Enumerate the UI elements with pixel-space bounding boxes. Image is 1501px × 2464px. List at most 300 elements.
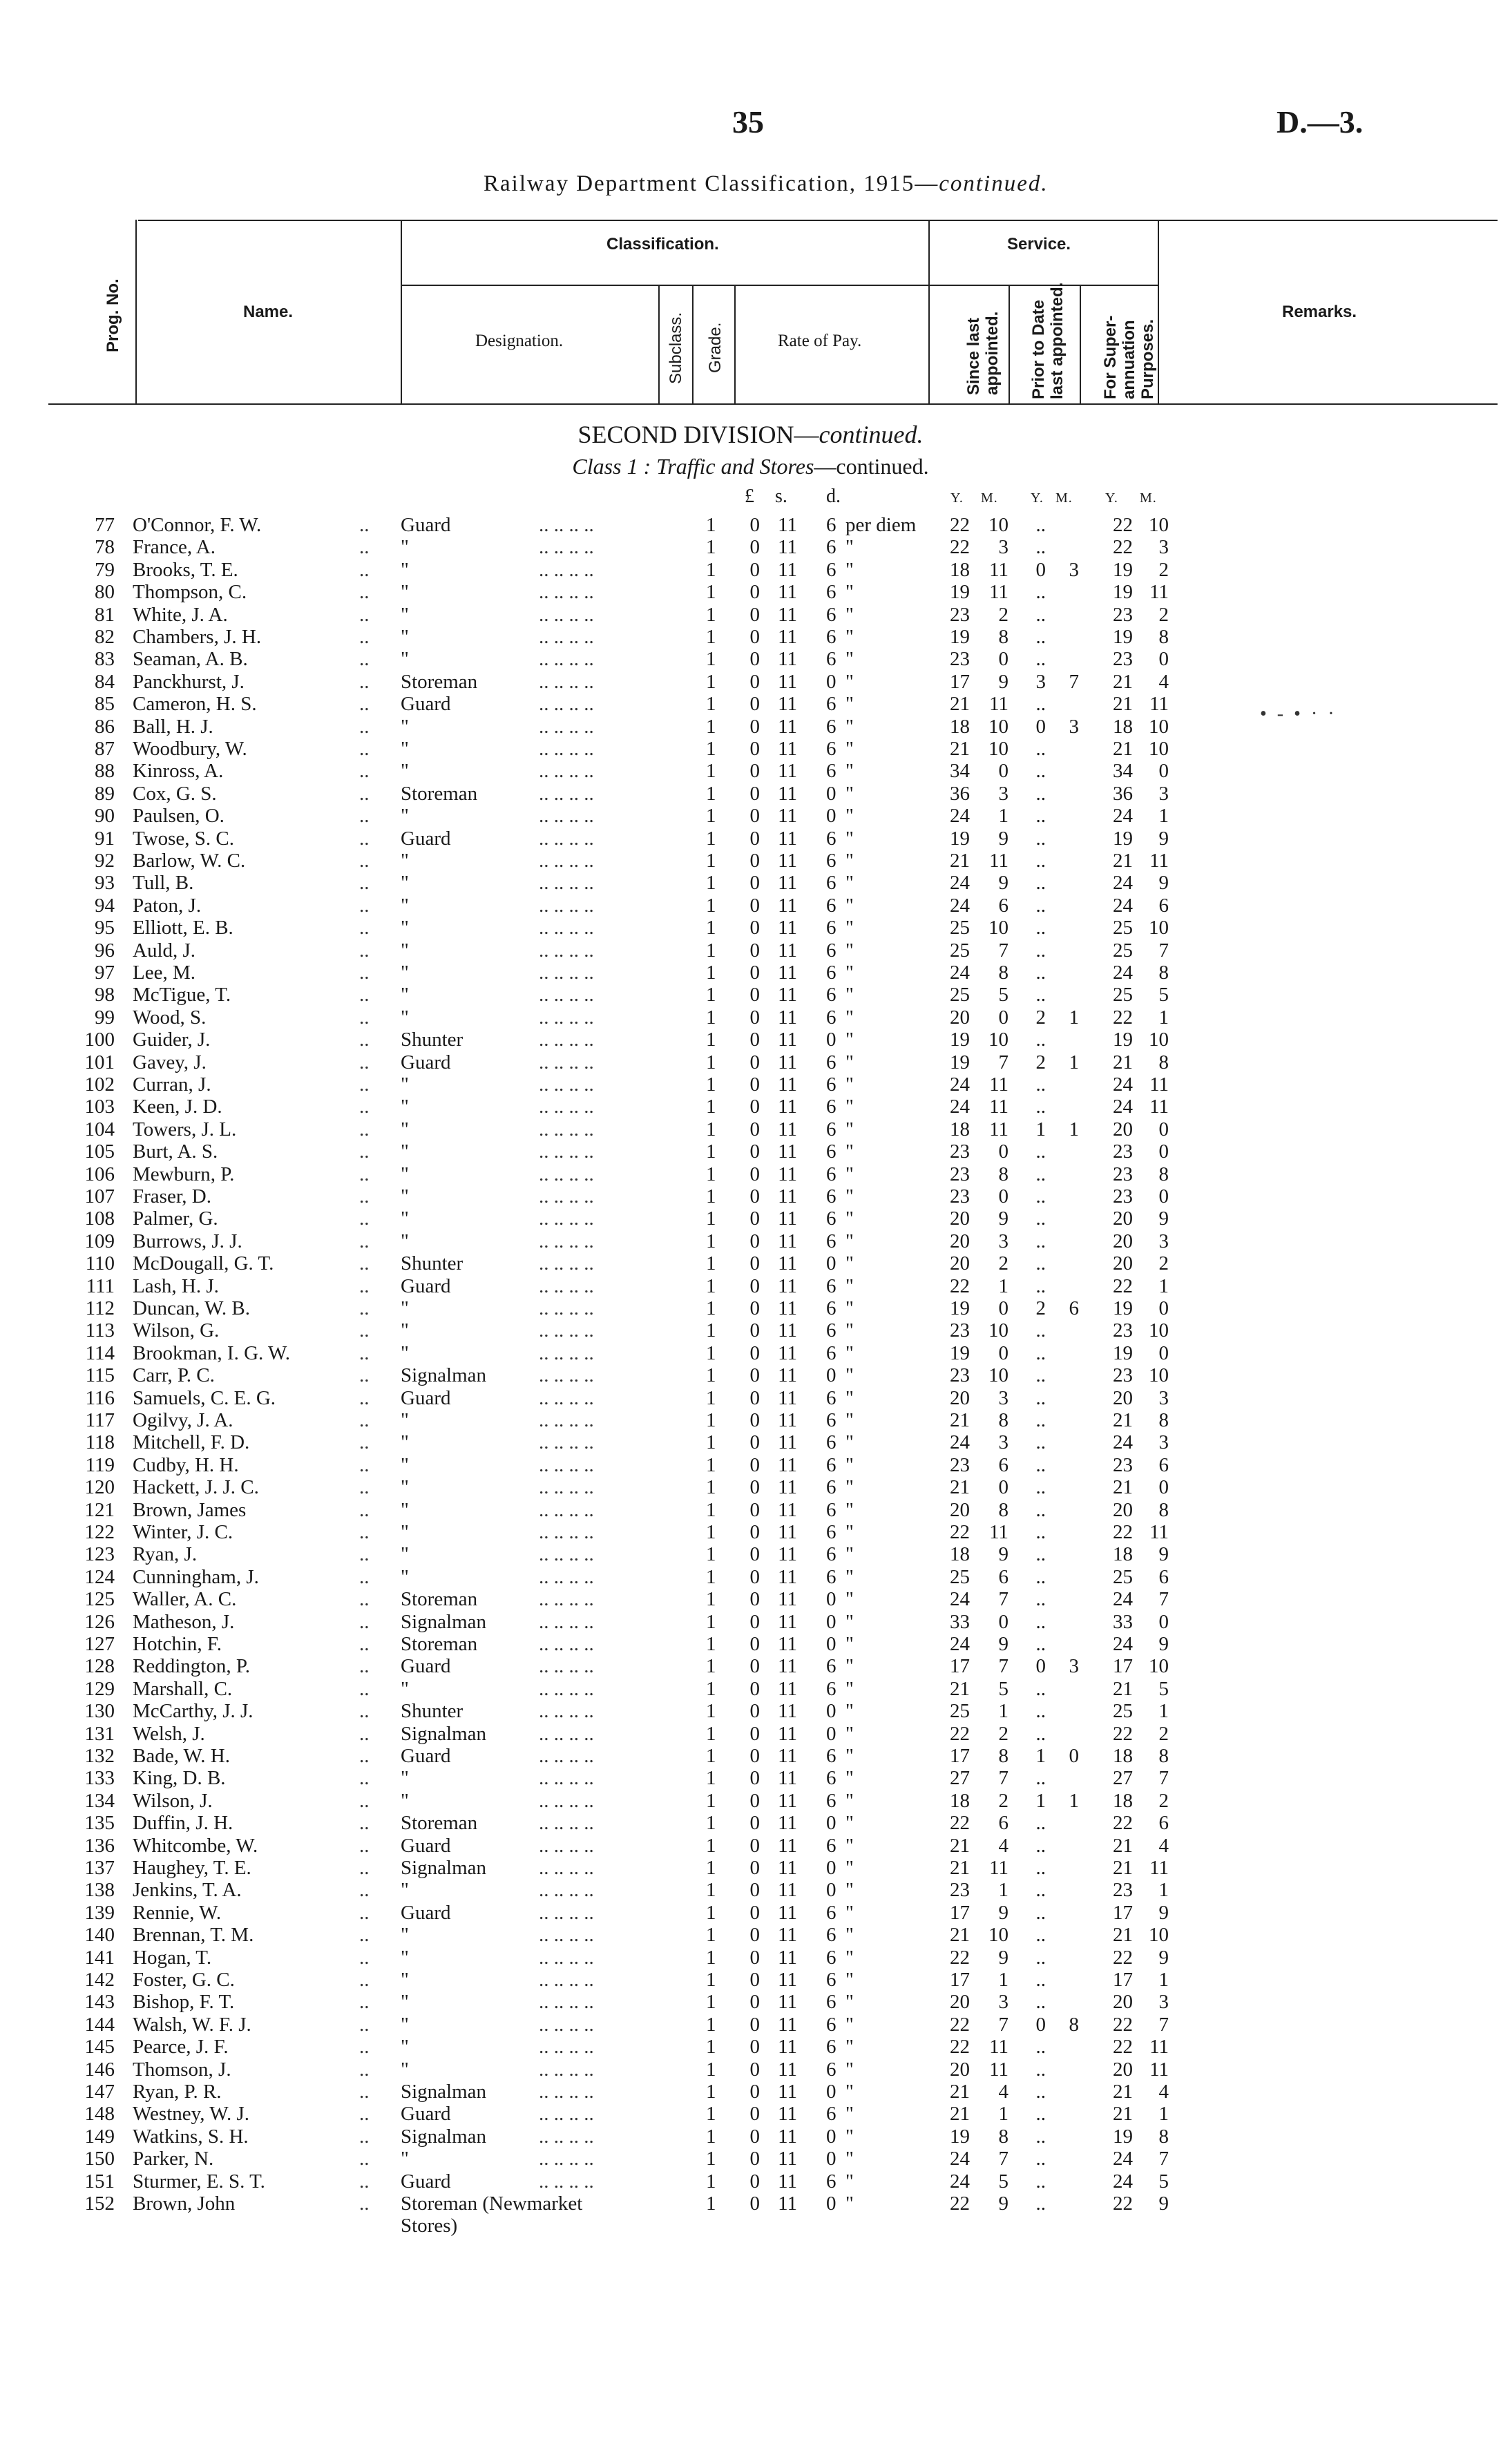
- cell-subclass: 1: [706, 1274, 716, 1297]
- cell-name: Lee, M.: [133, 962, 195, 984]
- cell-subclass: 1: [706, 917, 716, 939]
- cell-pay-period: ": [845, 1991, 854, 2014]
- leader-dots: .. .. .. ..: [539, 872, 594, 895]
- cell-superannuation-months: 0: [1158, 1140, 1169, 1163]
- leader-dots: .. .. .. ..: [539, 1006, 594, 1029]
- leader-dots: ..: [359, 626, 370, 648]
- cell-prior-years: ..: [1035, 984, 1046, 1006]
- cell-subclass: 1: [706, 1252, 716, 1275]
- leader-dots: .. .. .. ..: [539, 1700, 594, 1723]
- cell-pay-pounds: 0: [749, 715, 760, 738]
- leader-dots: .. .. .. ..: [539, 558, 594, 581]
- cell-since-last-years: 21: [950, 1857, 970, 1879]
- cell-designation: ": [401, 1431, 409, 1454]
- cell-superannuation-years: 23: [1113, 648, 1133, 671]
- cell-pay-pounds: 0: [749, 1185, 760, 1207]
- cell-pay-period: ": [845, 626, 854, 648]
- leader-dots: .. .. .. ..: [539, 1476, 594, 1499]
- cell-pay-pence: 6: [826, 1163, 836, 1185]
- cell-pay-pounds: 0: [749, 1364, 760, 1387]
- header-prior-to-date: [1029, 282, 1067, 399]
- cell-superannuation-years: 19: [1113, 1029, 1133, 1051]
- table-row: [0, 648, 1501, 670]
- cell-pay-pence: 6: [826, 2036, 836, 2059]
- cell-pay-period: ": [845, 1051, 854, 1073]
- cell-pay-period: ": [845, 2125, 854, 2148]
- cell-designation: ": [401, 581, 409, 604]
- cell-superannuation-years: 22: [1113, 514, 1133, 536]
- cell-since-last-years: 22: [950, 1946, 970, 1969]
- cell-since-last-years: 22: [950, 1722, 970, 1745]
- cell-pay-pounds: 0: [749, 1610, 760, 1633]
- cell-superannuation-years: 17: [1113, 1969, 1133, 1991]
- cell-pay-pounds: 0: [749, 626, 760, 648]
- cell-pay-pence: 6: [826, 558, 836, 581]
- cell-since-last-years: 22: [950, 2013, 970, 2036]
- cell-prior-years: ..: [1035, 1140, 1046, 1163]
- cell-pay-pounds: 0: [749, 693, 760, 716]
- cell-since-last-years: 22: [950, 1274, 970, 1297]
- cell-pay-period: ": [845, 1297, 854, 1319]
- table-row: [0, 1767, 1501, 1789]
- cell-pay-pounds: 0: [749, 648, 760, 671]
- cell-designation: Guard: [401, 2170, 451, 2193]
- leader-dots: ..: [359, 782, 370, 805]
- leader-dots: ..: [359, 2081, 370, 2103]
- cell-subclass: 1: [706, 1745, 716, 1767]
- cell-designation: Storeman: [401, 1633, 478, 1655]
- cell-pay-shillings: 11: [778, 1431, 797, 1454]
- cell-pay-shillings: 11: [778, 1924, 797, 1947]
- cell-name: Thomson, J.: [133, 2058, 231, 2081]
- leader-dots: ..: [359, 2036, 370, 2059]
- cell-pay-pence: 6: [826, 581, 836, 604]
- cell-superannuation-years: 20: [1113, 1991, 1133, 2014]
- cell-superannuation-years: 23: [1113, 1453, 1133, 1476]
- cell-name: Gavey, J.: [133, 1051, 207, 1073]
- cell-prog-no: 139: [84, 1901, 115, 1924]
- cell-superannuation-years: 19: [1113, 827, 1133, 850]
- cell-superannuation-years: 23: [1113, 1319, 1133, 1342]
- cell-superannuation-months: 0: [1158, 1341, 1169, 1364]
- cell-superannuation-years: 23: [1113, 1140, 1133, 1163]
- cell-prior-years: ..: [1035, 1096, 1046, 1118]
- table-row: [0, 671, 1501, 693]
- cell-since-last-months: 10: [988, 1364, 1008, 1387]
- leader-dots: ..: [359, 1767, 370, 1790]
- cell-since-last-years: 19: [950, 827, 970, 850]
- cell-designation: ": [401, 872, 409, 895]
- cell-since-last-months: 8: [998, 1745, 1008, 1767]
- cell-prior-years: ..: [1035, 648, 1046, 671]
- unit-years-prior: Y.: [1031, 490, 1044, 506]
- cell-pay-pence: 6: [826, 1789, 836, 1812]
- rule-after-rate: [928, 220, 930, 403]
- cell-pay-pence: 6: [826, 648, 836, 671]
- table-row: [0, 1118, 1501, 1140]
- cell-pay-period: ": [845, 1946, 854, 1969]
- cell-since-last-months: 1: [998, 805, 1008, 828]
- cell-name: Paton, J.: [133, 894, 202, 917]
- cell-superannuation-months: 7: [1158, 2148, 1169, 2170]
- cell-name: Cox, G. S.: [133, 782, 217, 805]
- cell-superannuation-years: 20: [1113, 1230, 1133, 1252]
- cell-name: Palmer, G.: [133, 1207, 218, 1230]
- cell-pay-shillings: 11: [778, 1812, 797, 1835]
- table-row: [0, 1879, 1501, 1901]
- cell-since-last-years: 22: [950, 1521, 970, 1543]
- table-row: [0, 2170, 1501, 2193]
- cell-superannuation-months: 0: [1158, 648, 1169, 671]
- leader-dots: .. .. .. ..: [539, 1498, 594, 1521]
- leader-dots: .. .. .. ..: [539, 1924, 594, 1947]
- cell-subclass: 1: [706, 827, 716, 850]
- leader-dots: ..: [359, 1857, 370, 1879]
- cell-designation: ": [401, 1946, 409, 1969]
- cell-prior-years: ..: [1035, 1633, 1046, 1655]
- cell-since-last-months: 2: [998, 1252, 1008, 1275]
- leader-dots: ..: [359, 1946, 370, 1969]
- header-grade: Grade.: [706, 322, 725, 373]
- cell-pay-period: ": [845, 2193, 854, 2215]
- leader-dots: .. .. .. ..: [539, 1096, 594, 1118]
- table-row: [0, 1342, 1501, 1364]
- cell-since-last-years: 25: [950, 1700, 970, 1723]
- leader-dots: ..: [359, 1207, 370, 1230]
- cell-subclass: 1: [706, 1185, 716, 1207]
- cell-prior-years: ..: [1035, 1812, 1046, 1835]
- cell-prog-no: 90: [95, 805, 115, 828]
- cell-pay-pence: 6: [826, 760, 836, 783]
- cell-superannuation-years: 20: [1113, 1207, 1133, 1230]
- leader-dots: ..: [359, 558, 370, 581]
- cell-prior-years: 1: [1035, 1789, 1046, 1812]
- cell-name: Brookman, I. G. W.: [133, 1341, 290, 1364]
- cell-superannuation-years: 33: [1113, 1610, 1133, 1633]
- cell-since-last-years: 23: [950, 1319, 970, 1342]
- unit-months-since-last: M.: [981, 490, 998, 506]
- leader-dots: .. .. .. ..: [539, 1297, 594, 1319]
- cell-subclass: 1: [706, 1297, 716, 1319]
- cell-pay-pounds: 0: [749, 1431, 760, 1454]
- cell-pay-pounds: 0: [749, 670, 760, 693]
- last-row-note: Stores): [401, 2215, 458, 2237]
- cell-designation: ": [401, 1096, 409, 1118]
- cell-pay-pence: 6: [826, 2058, 836, 2081]
- cell-pay-period: ": [845, 1163, 854, 1185]
- cell-superannuation-months: 6: [1158, 1565, 1169, 1588]
- cell-pay-period: ": [845, 1700, 854, 1723]
- cell-designation: ": [401, 1453, 409, 1476]
- cell-pay-pence: 6: [826, 1431, 836, 1454]
- cell-prior-years: ..: [1035, 1341, 1046, 1364]
- cell-pay-pence: 6: [826, 1230, 836, 1252]
- cell-pay-period: ": [845, 1610, 854, 1633]
- cell-prog-no: 136: [84, 1834, 115, 1857]
- cell-superannuation-years: 18: [1113, 1745, 1133, 1767]
- cell-pay-period: ": [845, 670, 854, 693]
- cell-subclass: 1: [706, 738, 716, 760]
- cell-since-last-years: 24: [950, 1096, 970, 1118]
- cell-since-last-months: 9: [998, 1207, 1008, 1230]
- cell-since-last-months: 7: [998, 1767, 1008, 1790]
- table-row: [0, 1499, 1501, 1521]
- leader-dots: ..: [359, 581, 370, 604]
- leader-dots: ..: [359, 603, 370, 626]
- leader-dots: ..: [359, 1543, 370, 1566]
- cell-pay-pence: 6: [826, 1319, 836, 1342]
- class-title-label: Class 1 : Traffic and Stores: [572, 454, 814, 479]
- cell-subclass: 1: [706, 1073, 716, 1096]
- cell-pay-period: ": [845, 1476, 854, 1499]
- cell-pay-shillings: 11: [778, 626, 797, 648]
- leader-dots: ..: [359, 738, 370, 760]
- cell-designation: ": [401, 760, 409, 783]
- class-title-continued: —continued.: [814, 454, 929, 479]
- cell-since-last-months: 11: [989, 581, 1008, 604]
- cell-name: Rennie, W.: [133, 1901, 222, 1924]
- cell-prior-years: 3: [1035, 670, 1046, 693]
- cell-prior-years: 0: [1035, 2013, 1046, 2036]
- cell-pay-shillings: 11: [778, 1476, 797, 1499]
- cell-since-last-months: 1: [998, 1700, 1008, 1723]
- cell-pay-period: ": [845, 2081, 854, 2103]
- cell-prog-no: 141: [84, 1946, 115, 1969]
- cell-superannuation-months: 3: [1158, 536, 1169, 559]
- cell-pay-period: ": [845, 1857, 854, 1879]
- cell-designation: Signalman: [401, 1364, 487, 1387]
- cell-prior-months: 1: [1069, 1051, 1079, 1073]
- cell-prior-years: ..: [1035, 626, 1046, 648]
- cell-name: Paulsen, O.: [133, 805, 224, 828]
- cell-pay-pounds: 0: [749, 872, 760, 895]
- cell-prior-years: ..: [1035, 2193, 1046, 2215]
- cell-pay-shillings: 11: [778, 1543, 797, 1566]
- cell-pay-pence: 6: [826, 984, 836, 1006]
- cell-prog-no: 138: [84, 1879, 115, 1902]
- cell-pay-pence: 6: [826, 2013, 836, 2036]
- cell-since-last-years: 20: [950, 1207, 970, 1230]
- cell-pay-period: ": [845, 805, 854, 828]
- cell-prog-no: 123: [84, 1543, 115, 1566]
- header-prog-no: Prog. No.: [104, 278, 122, 352]
- cell-pay-period: ": [845, 581, 854, 604]
- rule-after-grade: [734, 285, 736, 403]
- cell-pay-period: ": [845, 536, 854, 559]
- cell-superannuation-months: 2: [1158, 603, 1169, 626]
- cell-pay-pounds: 0: [749, 1029, 760, 1051]
- cell-prog-no: 104: [84, 1118, 115, 1140]
- cell-designation: Signalman: [401, 1722, 487, 1745]
- cell-pay-period: ": [845, 1722, 854, 1745]
- cell-prior-years: ..: [1035, 1543, 1046, 1566]
- cell-subclass: 1: [706, 1543, 716, 1566]
- cell-pay-pounds: 0: [749, 2170, 760, 2193]
- page-number: 35: [732, 104, 764, 140]
- cell-since-last-months: 4: [998, 2081, 1008, 2103]
- cell-prior-years: ..: [1035, 872, 1046, 895]
- cell-since-last-months: 3: [998, 1230, 1008, 1252]
- cell-superannuation-months: 3: [1158, 1431, 1169, 1454]
- cell-pay-period: ": [845, 1341, 854, 1364]
- cell-pay-shillings: 11: [778, 558, 797, 581]
- leader-dots: .. .. .. ..: [539, 1588, 594, 1611]
- cell-pay-shillings: 11: [778, 1029, 797, 1051]
- cell-pay-shillings: 11: [778, 1297, 797, 1319]
- cell-prog-no: 81: [95, 603, 115, 626]
- cell-name: Ryan, J.: [133, 1543, 198, 1566]
- cell-since-last-months: 7: [998, 2013, 1008, 2036]
- cell-pay-period: ": [845, 1745, 854, 1767]
- cell-name: Burt, A. S.: [133, 1140, 218, 1163]
- cell-prog-no: 120: [84, 1476, 115, 1499]
- cell-pay-shillings: 11: [778, 984, 797, 1006]
- cell-pay-pounds: 0: [749, 1588, 760, 1611]
- cell-superannuation-years: 22: [1113, 1946, 1133, 1969]
- leader-dots: ..: [359, 1610, 370, 1633]
- cell-since-last-years: 19: [950, 2125, 970, 2148]
- document-reference: D.—3.: [1277, 104, 1364, 140]
- cell-pay-pounds: 0: [749, 1319, 760, 1342]
- cell-subclass: 1: [706, 1677, 716, 1700]
- cell-pay-pence: 6: [826, 1118, 836, 1140]
- cell-pay-period: ": [845, 1969, 854, 1991]
- cell-pay-pence: 0: [826, 1879, 836, 1902]
- cell-pay-shillings: 11: [778, 782, 797, 805]
- cell-pay-pounds: 0: [749, 1722, 760, 1745]
- cell-pay-shillings: 11: [778, 1969, 797, 1991]
- cell-prog-no: 78: [95, 536, 115, 559]
- running-title: [484, 171, 1049, 197]
- cell-designation: Shunter: [401, 1700, 463, 1723]
- header-remarks: Remarks.: [1282, 303, 1357, 321]
- leader-dots: ..: [359, 1029, 370, 1051]
- header-top-rule: [138, 220, 1498, 221]
- leader-dots: .. .. .. ..: [539, 760, 594, 783]
- cell-pay-period: ": [845, 1812, 854, 1835]
- cell-subclass: 1: [706, 1319, 716, 1342]
- cell-pay-pence: 6: [826, 1274, 836, 1297]
- rule-after-service: [1158, 220, 1159, 403]
- cell-prior-years: ..: [1035, 782, 1046, 805]
- table-row: [0, 2081, 1501, 2103]
- cell-prog-no: 143: [84, 1991, 115, 2014]
- cell-superannuation-months: 6: [1158, 1812, 1169, 1835]
- cell-prog-no: 95: [95, 917, 115, 939]
- cell-subclass: 1: [706, 1409, 716, 1431]
- cell-designation: ": [401, 558, 409, 581]
- cell-superannuation-months: 0: [1158, 1610, 1169, 1633]
- cell-prior-years: 1: [1035, 1118, 1046, 1140]
- cell-prog-no: 106: [84, 1163, 115, 1185]
- cell-pay-pence: 6: [826, 1521, 836, 1543]
- table-row: [0, 1678, 1501, 1700]
- cell-superannuation-years: 24: [1113, 1588, 1133, 1611]
- cell-since-last-years: 18: [950, 1118, 970, 1140]
- cell-since-last-months: 10: [988, 715, 1008, 738]
- leader-dots: ..: [359, 1677, 370, 1700]
- cell-subclass: 1: [706, 1006, 716, 1029]
- leader-dots: .. .. .. ..: [539, 1409, 594, 1431]
- cell-superannuation-months: 8: [1158, 1498, 1169, 1521]
- cell-superannuation-months: 10: [1149, 715, 1169, 738]
- cell-prior-years: ..: [1035, 1319, 1046, 1342]
- cell-name: Welsh, J.: [133, 1722, 205, 1745]
- leader-dots: ..: [359, 1230, 370, 1252]
- leader-dots: ..: [359, 1096, 370, 1118]
- cell-name: Whitcombe, W.: [133, 1834, 258, 1857]
- cell-prior-months: 1: [1069, 1006, 1079, 1029]
- table-row: [0, 1655, 1501, 1677]
- cell-designation: ": [401, 2148, 409, 2170]
- cell-pay-shillings: 11: [778, 1767, 797, 1790]
- leader-dots: .. .. .. ..: [539, 1901, 594, 1924]
- cell-superannuation-months: 11: [1149, 693, 1169, 716]
- cell-since-last-months: 7: [998, 1051, 1008, 1073]
- cell-pay-shillings: 11: [778, 1364, 797, 1387]
- leader-dots: ..: [359, 1163, 370, 1185]
- cell-since-last-months: 11: [989, 2058, 1008, 2081]
- cell-designation: Guard: [401, 1901, 451, 1924]
- leader-dots: .. .. .. ..: [539, 2103, 594, 2126]
- cell-prior-years: ..: [1035, 1476, 1046, 1499]
- cell-pay-shillings: 11: [778, 1185, 797, 1207]
- table-row: [0, 1163, 1501, 1185]
- cell-prior-years: ..: [1035, 1924, 1046, 1947]
- cell-subclass: 1: [706, 1029, 716, 1051]
- cell-prior-years: ..: [1035, 1969, 1046, 1991]
- cell-prog-no: 147: [84, 2081, 115, 2103]
- cell-pay-period: ": [845, 2058, 854, 2081]
- cell-pay-period: ": [845, 1006, 854, 1029]
- leader-dots: .. .. .. ..: [539, 1789, 594, 1812]
- cell-pay-period: per diem: [845, 514, 917, 536]
- cell-prog-no: 122: [84, 1521, 115, 1543]
- cell-pay-shillings: 11: [778, 1341, 797, 1364]
- cell-pay-pounds: 0: [749, 536, 760, 559]
- leader-dots: ..: [359, 939, 370, 962]
- cell-name: McTigue, T.: [133, 984, 231, 1006]
- header-rate-of-pay: Rate of Pay.: [778, 332, 862, 350]
- table-row: [0, 917, 1501, 939]
- cell-pay-period: ": [845, 939, 854, 962]
- cell-superannuation-months: 9: [1158, 1543, 1169, 1566]
- cell-prog-no: 128: [84, 1655, 115, 1678]
- cell-pay-shillings: 11: [778, 2125, 797, 2148]
- cell-designation: ": [401, 1498, 409, 1521]
- cell-pay-period: ": [845, 1453, 854, 1476]
- cell-superannuation-years: 24: [1113, 805, 1133, 828]
- cell-name: Elliott, E. B.: [133, 917, 233, 939]
- cell-pay-period: ": [845, 648, 854, 671]
- cell-name: Reddington, P.: [133, 1655, 250, 1678]
- cell-pay-shillings: 11: [778, 2013, 797, 2036]
- leader-dots: ..: [359, 1498, 370, 1521]
- cell-superannuation-years: 22: [1113, 1521, 1133, 1543]
- cell-prior-months: 1: [1069, 1118, 1079, 1140]
- cell-prog-no: 115: [85, 1364, 115, 1387]
- cell-pay-pounds: 0: [749, 1207, 760, 1230]
- cell-subclass: 1: [706, 1207, 716, 1230]
- table-row: [0, 1700, 1501, 1722]
- table-row: [0, 962, 1501, 984]
- cell-since-last-years: 18: [950, 1789, 970, 1812]
- cell-pay-pounds: 0: [749, 850, 760, 872]
- cell-prior-years: ..: [1035, 581, 1046, 604]
- cell-pay-period: ": [845, 1252, 854, 1275]
- cell-pay-shillings: 11: [778, 1409, 797, 1431]
- cell-superannuation-years: 36: [1113, 782, 1133, 805]
